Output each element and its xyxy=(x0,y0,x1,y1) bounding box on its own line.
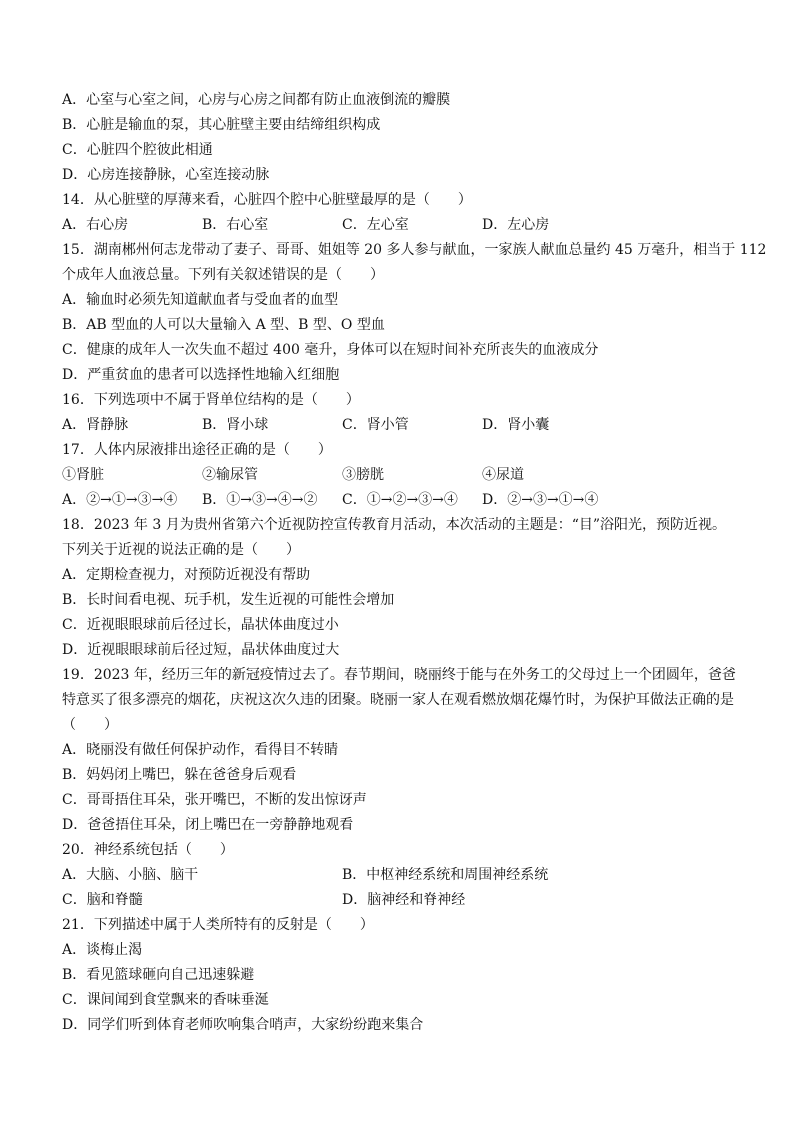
q16-options xyxy=(62,413,742,438)
q19-option-d: D．爸爸捂住耳朵，闭上嘴巴在一旁静静地观看 xyxy=(62,817,354,833)
q21-option-d: D．同学们听到体育老师吹响集合哨声，大家纷纷跑来集合 xyxy=(62,1017,424,1033)
q17-item-2: ②输尿管 xyxy=(202,467,258,483)
q20-option-d: D．脑神经和脊神经 xyxy=(342,892,466,908)
q19-option-b: B．妈妈闭上嘴巴，躲在爸爸身后观看 xyxy=(62,767,297,783)
q13-option-b: B．心脏是输血的泵，其心脏壁主要由结缔组织构成 xyxy=(62,117,381,133)
q14-option-b: B．右心室 xyxy=(202,217,269,233)
q17-option-b: B．①→③→④→② xyxy=(202,492,318,508)
q17-item-1: ①肾脏 xyxy=(62,467,104,483)
q19-stem-line1: 19．2023 年，经历三年的新冠疫情过去了。春节期间，晓丽终于能与在外务工的父母过上一个团圆年，爸爸 xyxy=(62,667,736,683)
q18-option-d: D．近视眼眼球前后径过短，晶状体曲度过大 xyxy=(62,642,340,658)
q16-option-b: B．肾小球 xyxy=(202,417,269,433)
q19-stem-line2: 特意买了很多漂亮的烟花，庆祝这次久违的团聚。晓丽一家人在观看燃放烟花爆竹时，为保护耳做法正确的是 xyxy=(62,692,734,708)
q18-stem-line1: 18．2023 年 3 月为贵州省第六个近视防控宣传教育月活动，本次活动的主题是：“目”浴阳光，预防近视。 xyxy=(62,517,727,533)
q13-option-c: C．心脏四个腔彼此相通 xyxy=(62,142,213,158)
q13-option-d: D．心房连接静脉，心室连接动脉 xyxy=(62,167,270,183)
q17-stem: 17．人体内尿液排出途径正确的是（ ） xyxy=(62,442,332,458)
q17-items xyxy=(62,463,742,488)
q19-stem-line3: （ ） xyxy=(62,717,118,733)
q13-option-a: A．心室与心室之间，心房与心房之间都有防止血液倒流的瓣膜 xyxy=(62,92,451,108)
q21-option-a: A．谈梅止渴 xyxy=(62,942,143,958)
q17-item-3: ③膀胱 xyxy=(342,467,384,483)
q17-option-c: C．①→②→③→④ xyxy=(342,492,458,508)
q18-option-c: C．近视眼眼球前后径过长，晶状体曲度过小 xyxy=(62,617,339,633)
q14-options xyxy=(62,213,742,238)
q14-stem: 14．从心脏壁的厚薄来看，心脏四个腔中心脏壁最厚的是（ ） xyxy=(62,192,472,208)
q19-option-c: C．哥哥捂住耳朵，张开嘴巴，不断的发出惊讶声 xyxy=(62,792,367,808)
q15-stem-line1: 15．湖南郴州何志龙带动了妻子、哥哥、姐姐等 20 多人参与献血，一家族人献血总量约 45 万毫升，相当于 112 xyxy=(62,242,767,258)
q17-option-d: D．②→③→①→④ xyxy=(482,492,599,508)
q16-option-d: D．肾小囊 xyxy=(482,417,550,433)
q20-option-b: B．中枢神经系统和周围神经系统 xyxy=(342,867,549,883)
q17-item-4: ④尿道 xyxy=(482,467,524,483)
q17-option-a: A．②→①→③→④ xyxy=(62,492,178,508)
q14-option-d: D．左心房 xyxy=(482,217,550,233)
q20-option-c: C．脑和脊髓 xyxy=(62,892,143,908)
q15-option-a: A．输血时必须先知道献血者与受血者的血型 xyxy=(62,292,339,308)
exam-page xyxy=(62,88,767,1038)
q15-option-d: D．严重贫血的患者可以选择性地输入红细胞 xyxy=(62,367,340,383)
q16-stem: 16．下列选项中不属于肾单位结构的是（ ） xyxy=(62,392,360,408)
q15-option-c: C．健康的成年人一次失血不超过 400 毫升，身体可以在短时间补充所丧失的血液成分 xyxy=(62,342,599,358)
q20-stem: 20．神经系统包括（ ） xyxy=(62,842,234,858)
q18-stem-line2: 下列关于近视的说法正确的是（ ） xyxy=(62,542,300,558)
q20-options-row2 xyxy=(62,888,742,913)
q19-option-a: A．晓丽没有做任何保护动作，看得目不转睛 xyxy=(62,742,339,758)
q21-option-b: B．看见篮球砸向自己迅速躲避 xyxy=(62,967,255,983)
q17-options xyxy=(62,488,742,513)
q18-option-a: A．定期检查视力，对预防近视没有帮助 xyxy=(62,567,311,583)
q18-option-b: B．长时间看电视、玩手机，发生近视的可能性会增加 xyxy=(62,592,395,608)
q21-option-c: C．课间闻到食堂飘来的香味垂涎 xyxy=(62,992,269,1008)
q15-option-b: B．AB 型血的人可以大量输入 A 型、B 型、O 型血 xyxy=(62,317,385,333)
q14-option-a: A．右心房 xyxy=(62,217,129,233)
q16-option-c: C．肾小管 xyxy=(342,417,409,433)
q14-option-c: C．左心室 xyxy=(342,217,409,233)
q21-stem: 21．下列描述中属于人类所特有的反射是（ ） xyxy=(62,917,374,933)
q20-option-a: A．大脑、小脑、脑干 xyxy=(62,867,199,883)
q15-stem-line2: 个成年人血液总量。下列有关叙述错误的是（ ） xyxy=(62,267,384,283)
q16-option-a: A．肾静脉 xyxy=(62,417,129,433)
q20-options-row1 xyxy=(62,863,742,888)
